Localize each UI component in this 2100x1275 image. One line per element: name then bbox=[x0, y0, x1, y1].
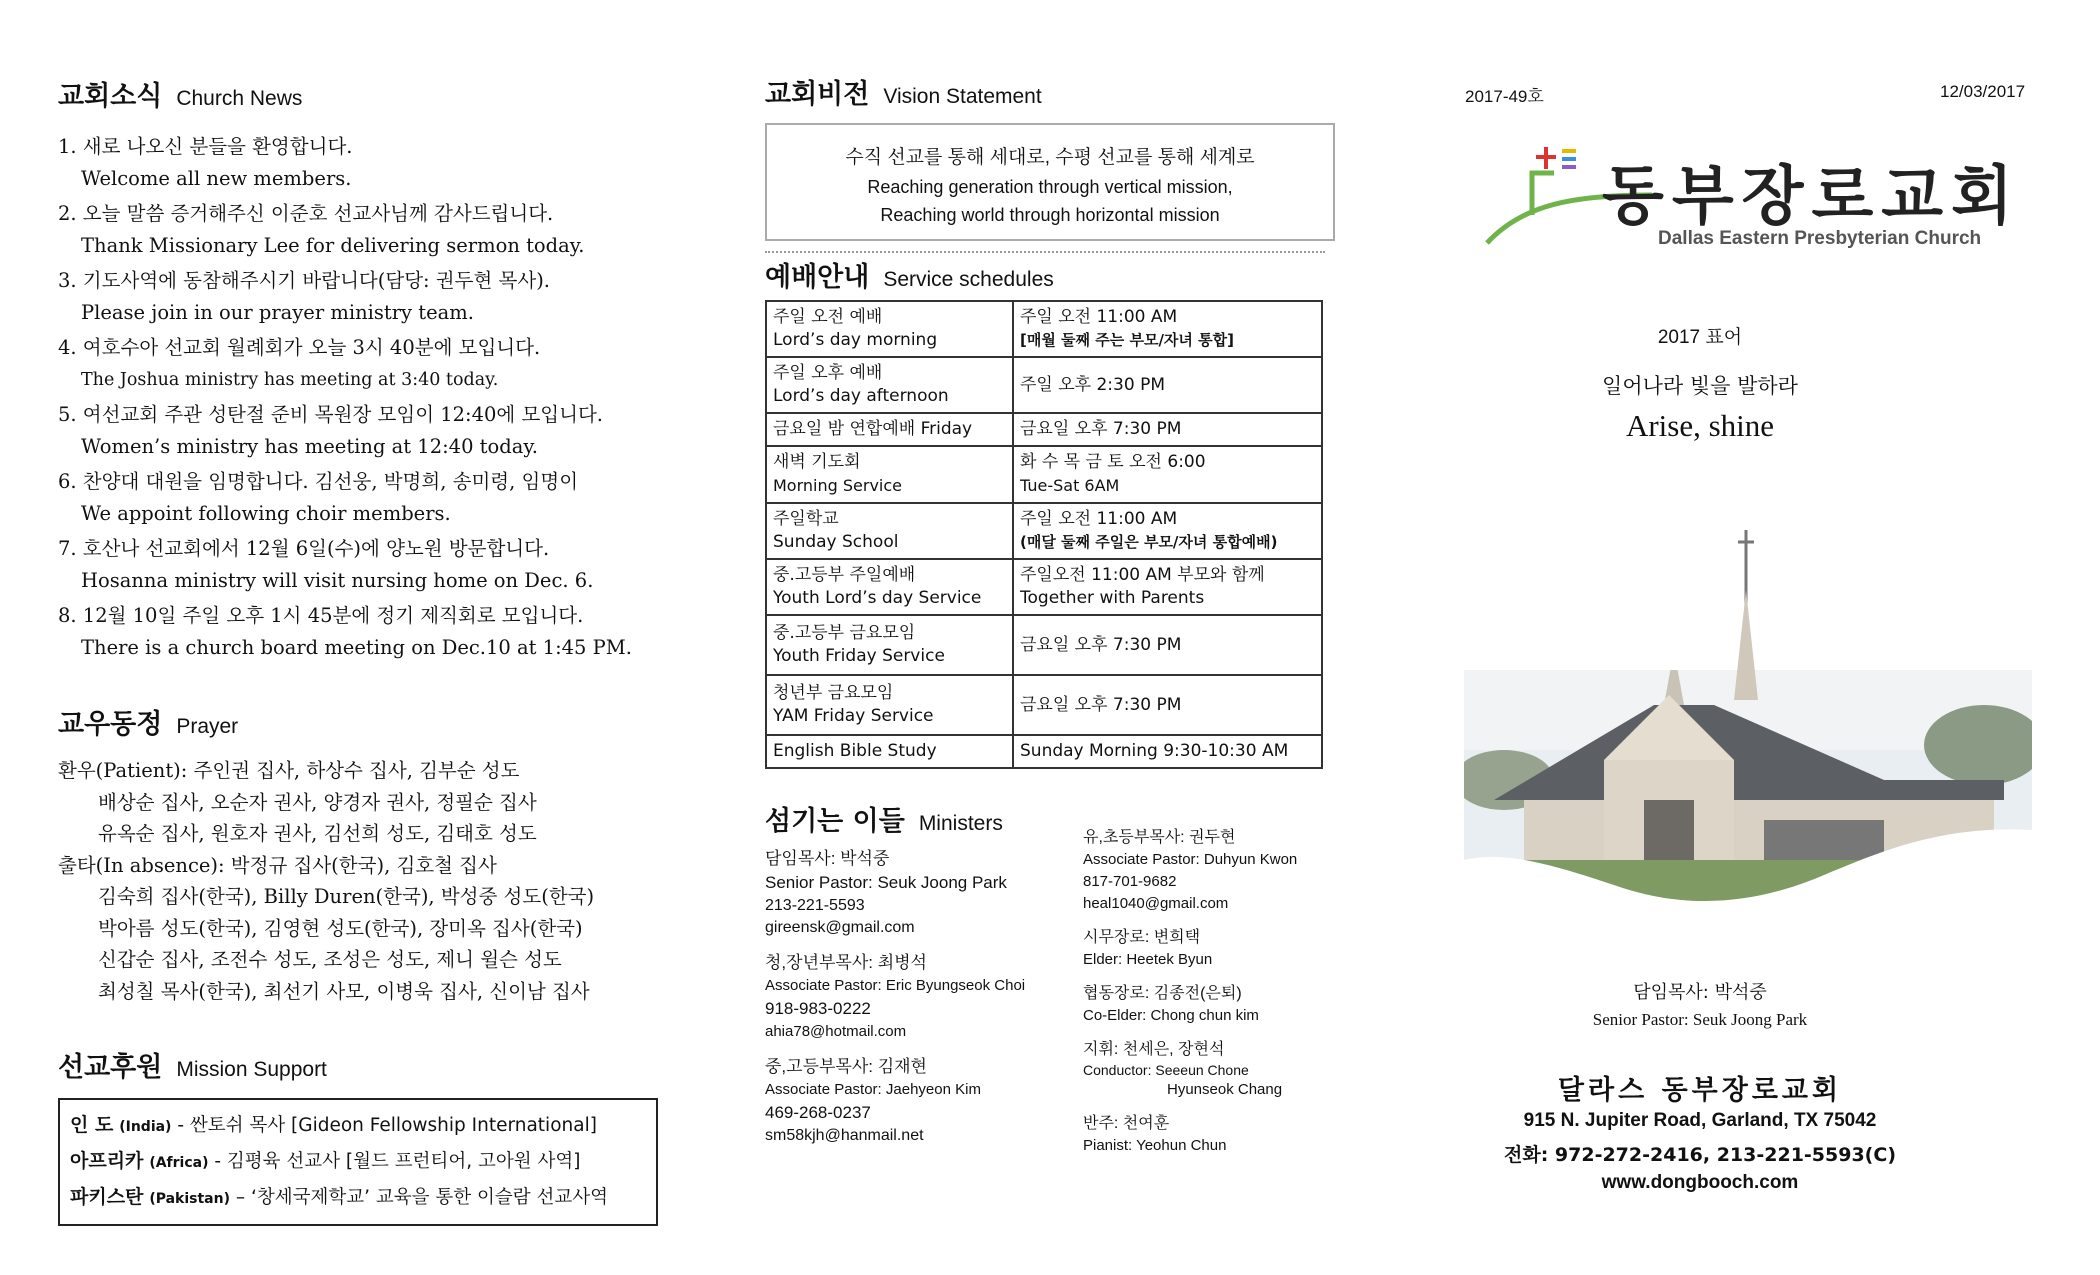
service-time: 주일오전 11:00 AM 부모와 함께 Together with Parents bbox=[1013, 559, 1322, 615]
news-item bbox=[58, 332, 698, 396]
prayer-title-ko: 교우동정 bbox=[58, 709, 163, 740]
bulletin-date: 12/03/2017 bbox=[1940, 82, 2026, 101]
minister-card: 청,장년부목사: 최병석 Associate Pastor: Eric Byungseok Choi 918-983-0222 ahia78@hotmail.com bbox=[765, 953, 1026, 1040]
ministers-title-en: Ministers bbox=[918, 812, 1003, 835]
service-header bbox=[765, 255, 1325, 294]
service-name: 금요일 밤 연합예배 Friday bbox=[766, 413, 1013, 446]
news-item-ko: 6. 찬양대 대원을 임명합니다. 김선웅, 박명희, 송미령, 임명이 bbox=[58, 470, 579, 493]
ministers-right-column bbox=[1083, 827, 1297, 1169]
church-news-list bbox=[58, 131, 698, 664]
logo-title-en: Dallas Eastern Presbyterian Church bbox=[1658, 228, 1982, 249]
mission-country-en: (India) bbox=[119, 1119, 172, 1135]
table-row bbox=[766, 357, 1322, 413]
service-name: 새벽 기도회 Morning Service bbox=[766, 446, 1013, 503]
minister-card: 시무장로: 변희택 Elder: Heetek Byun bbox=[1083, 929, 1213, 968]
service-time: 주일 오전 11:00 AM (매달 둘째 주일은 부모/자녀 통합예배) bbox=[1013, 503, 1322, 559]
news-item bbox=[58, 533, 698, 597]
news-item-en: We appoint following choir members. bbox=[81, 502, 451, 525]
ministers-left-column bbox=[765, 847, 1025, 1159]
service-time: 금요일 오후 7:30 PM bbox=[1013, 413, 1322, 446]
cover-pastor-ko: 담임목사: 박석중 bbox=[1633, 982, 1767, 1003]
service-title-en: Service schedules bbox=[883, 268, 1054, 291]
service-name: 중.고등부 금요모임 Youth Friday Service bbox=[766, 615, 1013, 675]
news-item-ko: 4. 여호수아 선교회 월례회가 오늘 3시 40분에 모입니다. bbox=[58, 336, 541, 359]
news-item-en: There is a church board meeting on Dec.10 at 1:45 PM. bbox=[81, 636, 632, 659]
middle-panel bbox=[765, 0, 1335, 1275]
news-item bbox=[58, 466, 698, 530]
minister-card: 지휘: 천세은, 장현석 Conductor: Seeeun Chone Hyunseok Chang bbox=[1083, 1041, 1283, 1098]
news-item-ko: 7. 호산나 선교회에서 12월 6일(수)에 양노원 방문합니다. bbox=[58, 537, 550, 560]
service-schedule-section bbox=[765, 251, 1325, 769]
vision-box bbox=[765, 123, 1335, 241]
mission-country-ko: 인 도 bbox=[70, 1114, 114, 1136]
minister-card: 중,고등부목사: 김재현 Associate Pastor: Jaehyeon Kim 469-268-0237 sm58kjh@hanmail.net bbox=[765, 1057, 981, 1144]
mission-text: – ‘창세국제학교’ 교육을 통한 이슬람 선교사역 bbox=[235, 1187, 608, 1208]
news-item-en: The Joshua ministry has meeting at 3:40 today. bbox=[81, 370, 499, 390]
vision-line-en-2: Reaching world through horizontal mission bbox=[880, 205, 1220, 225]
service-time: 주일 오전 11:00 AM [매월 둘째 주는 부모/자녀 통합] bbox=[1013, 301, 1322, 357]
issue-number: 2017-49호 bbox=[1465, 87, 1544, 106]
prayer-line: 출타(In absence): 박정규 집사(한국), 김호철 집사 bbox=[58, 853, 497, 877]
church-news-header bbox=[58, 74, 698, 113]
service-time: Sunday Morning 9:30-10:30 AM bbox=[1013, 735, 1322, 768]
mission-support-box bbox=[58, 1098, 658, 1226]
mission-country-ko: 파키스탄 bbox=[70, 1186, 144, 1208]
motto-en: Arise, shine bbox=[1625, 408, 1775, 443]
church-news-title-ko: 교회소식 bbox=[58, 81, 163, 112]
news-item-ko: 3. 기도사역에 동참해주시기 바랍니다(담당: 권두현 목사). bbox=[58, 269, 550, 292]
ministers-title-ko: 섬기는 이들 bbox=[765, 806, 905, 837]
service-time: 금요일 오후 7:30 PM bbox=[1013, 615, 1322, 675]
news-item bbox=[58, 600, 698, 664]
mission-text: - 김평육 선교사 [월드 프런티어, 고아원 사역] bbox=[214, 1151, 581, 1172]
news-item-ko: 1. 새로 나오신 분들을 환영합니다. bbox=[58, 135, 353, 158]
church-name: 달라스 동부장로교회 bbox=[1557, 1075, 1843, 1106]
prayer-line: 최성칠 목사(한국), 최선기 사모, 이병욱 집사, 신이남 집사 bbox=[98, 979, 590, 1003]
prayer-line: 김숙희 집사(한국), Billy Duren(한국), 박성중 성도(한국) bbox=[98, 885, 595, 908]
church-logo bbox=[1482, 135, 2042, 260]
news-item-en: Women’s ministry has meeting at 12:40 today. bbox=[81, 435, 538, 458]
prayer-line: 유옥순 집사, 원호자 권사, 김선희 성도, 김태호 성도 bbox=[98, 822, 537, 845]
left-panel bbox=[58, 0, 698, 1275]
vision-title-ko: 교회비전 bbox=[765, 79, 870, 110]
news-item-en: Please join in our prayer ministry team. bbox=[81, 301, 474, 324]
mission-country-en: (Africa) bbox=[149, 1155, 209, 1171]
prayer-line: 배상순 집사, 오순자 권사, 양경자 권사, 정필순 집사 bbox=[98, 790, 537, 814]
news-item-ko: 5. 여선교회 주관 성탄절 준비 목원장 모임이 12:40에 모입니다. bbox=[58, 403, 604, 426]
prayer-line: 신갑순 집사, 조전수 성도, 조성은 성도, 제니 윌슨 성도 bbox=[98, 948, 562, 971]
service-time: 주일 오후 2:30 PM bbox=[1013, 357, 1322, 413]
church-address: 915 N. Jupiter Road, Garland, TX 75042 bbox=[1523, 1110, 1877, 1131]
news-item bbox=[58, 198, 698, 262]
table-row bbox=[766, 503, 1322, 559]
prayer-list bbox=[58, 755, 698, 1007]
vision-header bbox=[765, 72, 1335, 111]
table-row bbox=[766, 615, 1322, 675]
table-row bbox=[766, 446, 1322, 503]
vision-line-en-1: Reaching generation through vertical mission, bbox=[867, 177, 1233, 197]
mission-header bbox=[58, 1045, 698, 1084]
service-time: 금요일 오후 7:30 PM bbox=[1013, 675, 1322, 735]
mission-text: - 싼토쉬 목사 [Gideon Fellowship International] bbox=[177, 1115, 597, 1136]
news-item-en: Hosanna ministry will visit nursing home on Dec. 6. bbox=[81, 569, 594, 592]
mission-title-ko: 선교후원 bbox=[58, 1052, 163, 1083]
minister-card: 협동장로: 김종전(은퇴) Co-Elder: Chong chun kim bbox=[1083, 985, 1259, 1024]
mission-country-en: (Pakistan) bbox=[149, 1191, 230, 1207]
mission-title-en: Mission Support bbox=[176, 1058, 327, 1081]
minister-card: 유,초등부목사: 권두현 Associate Pastor: Duhyun Kwon 817-701-9682 heal1040@gmail.com bbox=[1083, 829, 1298, 912]
news-item-ko: 2. 오늘 말씀 증거해주신 이준호 선교사님께 감사드립니다. bbox=[58, 202, 554, 225]
service-schedule-table bbox=[765, 300, 1323, 769]
vision-title-en: Vision Statement bbox=[883, 85, 1042, 108]
service-title-ko: 예배안내 bbox=[765, 262, 870, 293]
service-name: 주일 오후 예배 Lord’s day afternoon bbox=[766, 357, 1013, 413]
prayer-title-en: Prayer bbox=[176, 715, 239, 738]
ministers-section bbox=[765, 799, 1335, 1199]
church-phone: 전화: 972-272-2416, 213-221-5593(C) bbox=[1503, 1144, 1896, 1166]
prayer-line: 환우(Patient): 주인권 집사, 하상수 집사, 김부순 성도 bbox=[58, 759, 520, 782]
service-name: 주일 오전 예배 Lord’s day morning bbox=[766, 301, 1013, 357]
table-row bbox=[766, 675, 1322, 735]
mission-row bbox=[70, 1180, 646, 1216]
table-row bbox=[766, 413, 1322, 446]
logo-title-ko: 동부장로교회 bbox=[1602, 160, 2021, 234]
news-item-en: Welcome all new members. bbox=[81, 167, 352, 190]
motto-label: 2017 표어 bbox=[1657, 327, 1743, 348]
news-item bbox=[58, 265, 698, 329]
table-row bbox=[766, 735, 1322, 768]
table-row bbox=[766, 559, 1322, 615]
church-building-image bbox=[1464, 530, 2032, 918]
news-item bbox=[58, 131, 698, 195]
news-item bbox=[58, 399, 698, 463]
news-item-ko: 8. 12월 10일 주일 오후 1시 45분에 정기 제직회로 모입니다. bbox=[58, 604, 584, 627]
mission-country-ko: 아프리카 bbox=[70, 1150, 144, 1172]
vision-line-ko: 수직 선교를 통해 세대로, 수평 선교를 통해 세계로 bbox=[845, 147, 1255, 168]
service-name: 주일학교 Sunday School bbox=[766, 503, 1013, 559]
service-time: 화 수 목 금 토 오전 6:00 Tue-Sat 6AM bbox=[1013, 446, 1322, 503]
prayer-header bbox=[58, 702, 698, 741]
news-item-en: Thank Missionary Lee for delivering sermon today. bbox=[81, 234, 585, 257]
cover-pastor-en: Senior Pastor: Seuk Joong Park bbox=[1592, 1010, 1808, 1029]
church-website: www.dongbooch.com bbox=[1601, 1172, 1799, 1193]
service-name: English Bible Study bbox=[766, 735, 1013, 768]
table-row bbox=[766, 301, 1322, 357]
cover-panel bbox=[1460, 0, 2060, 1275]
service-name: 청년부 금요모임 YAM Friday Service bbox=[766, 675, 1013, 735]
minister-card: 반주: 천여훈 Pianist: Yeohun Chun bbox=[1083, 1115, 1227, 1154]
service-name: 중.고등부 주일예배 Youth Lord’s day Service bbox=[766, 559, 1013, 615]
minister-card: 담임목사: 박석중 Senior Pastor: Seuk Joong Park 213-221-5593 gireensk@gmail.com bbox=[765, 849, 1007, 936]
prayer-line: 박아름 성도(한국), 김영현 성도(한국), 장미옥 집사(한국) bbox=[98, 916, 583, 940]
church-news-title-en: Church News bbox=[176, 87, 303, 110]
motto-ko: 일어나라 빛을 발하라 bbox=[1602, 374, 1798, 398]
mission-row bbox=[70, 1144, 646, 1180]
mission-row bbox=[70, 1108, 646, 1144]
